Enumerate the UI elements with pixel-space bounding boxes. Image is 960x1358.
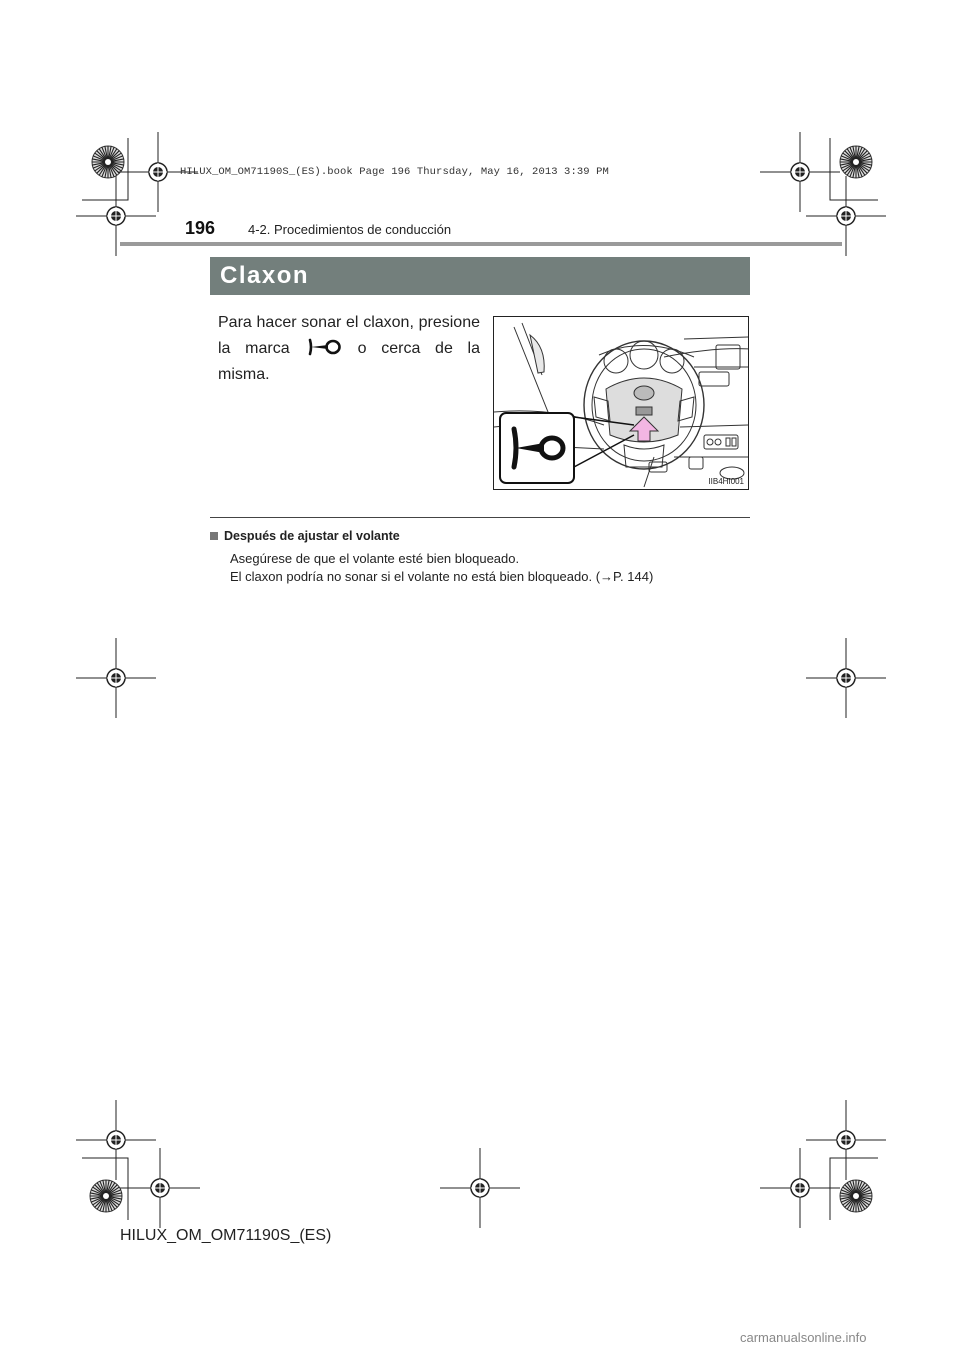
page-reference: P. 144) bbox=[613, 569, 654, 584]
note-body bbox=[230, 550, 653, 586]
watermark: carmanualsonline.info bbox=[740, 1330, 867, 1345]
intro-line-2 bbox=[218, 336, 480, 388]
footer-code: HILUX_OM_OM71190S_(ES) bbox=[120, 1227, 332, 1244]
horn-illustration bbox=[493, 316, 749, 490]
section-separator bbox=[210, 517, 750, 518]
intro-line-1: Para hacer sonar el claxon, presione bbox=[218, 314, 480, 331]
intro-line-2b: o cerca de la misma. bbox=[218, 340, 480, 383]
note-heading bbox=[210, 529, 400, 543]
square-bullet-icon bbox=[210, 532, 218, 540]
note-title: Después de ajustar el volante bbox=[224, 529, 400, 543]
page-ref-arrow: → bbox=[600, 569, 614, 584]
steering-wheel-drawing bbox=[494, 317, 749, 490]
header-rule bbox=[120, 242, 842, 246]
page-number: 196 bbox=[185, 218, 216, 238]
page-title: Claxon bbox=[210, 257, 750, 295]
note-line-1: Asegúrese de que el volante esté bien bloqueado. bbox=[230, 551, 520, 566]
note-line-2 bbox=[230, 568, 653, 586]
horn-icon bbox=[308, 338, 342, 356]
intro-line-2a: la marca bbox=[218, 340, 290, 357]
intro-text bbox=[218, 310, 480, 388]
figure-code: IIB4HI001 bbox=[708, 477, 744, 486]
note-line-2a: El claxon podría no sonar si el volante no está bien bloqueado. ( bbox=[230, 569, 601, 584]
book-file-line: HILUX_OM_OM71190S_(ES).book Page 196 Thursday, May 16, 2013 3:39 PM bbox=[180, 166, 609, 178]
section-title: 4-2. Procedimientos de conducción bbox=[248, 222, 452, 237]
